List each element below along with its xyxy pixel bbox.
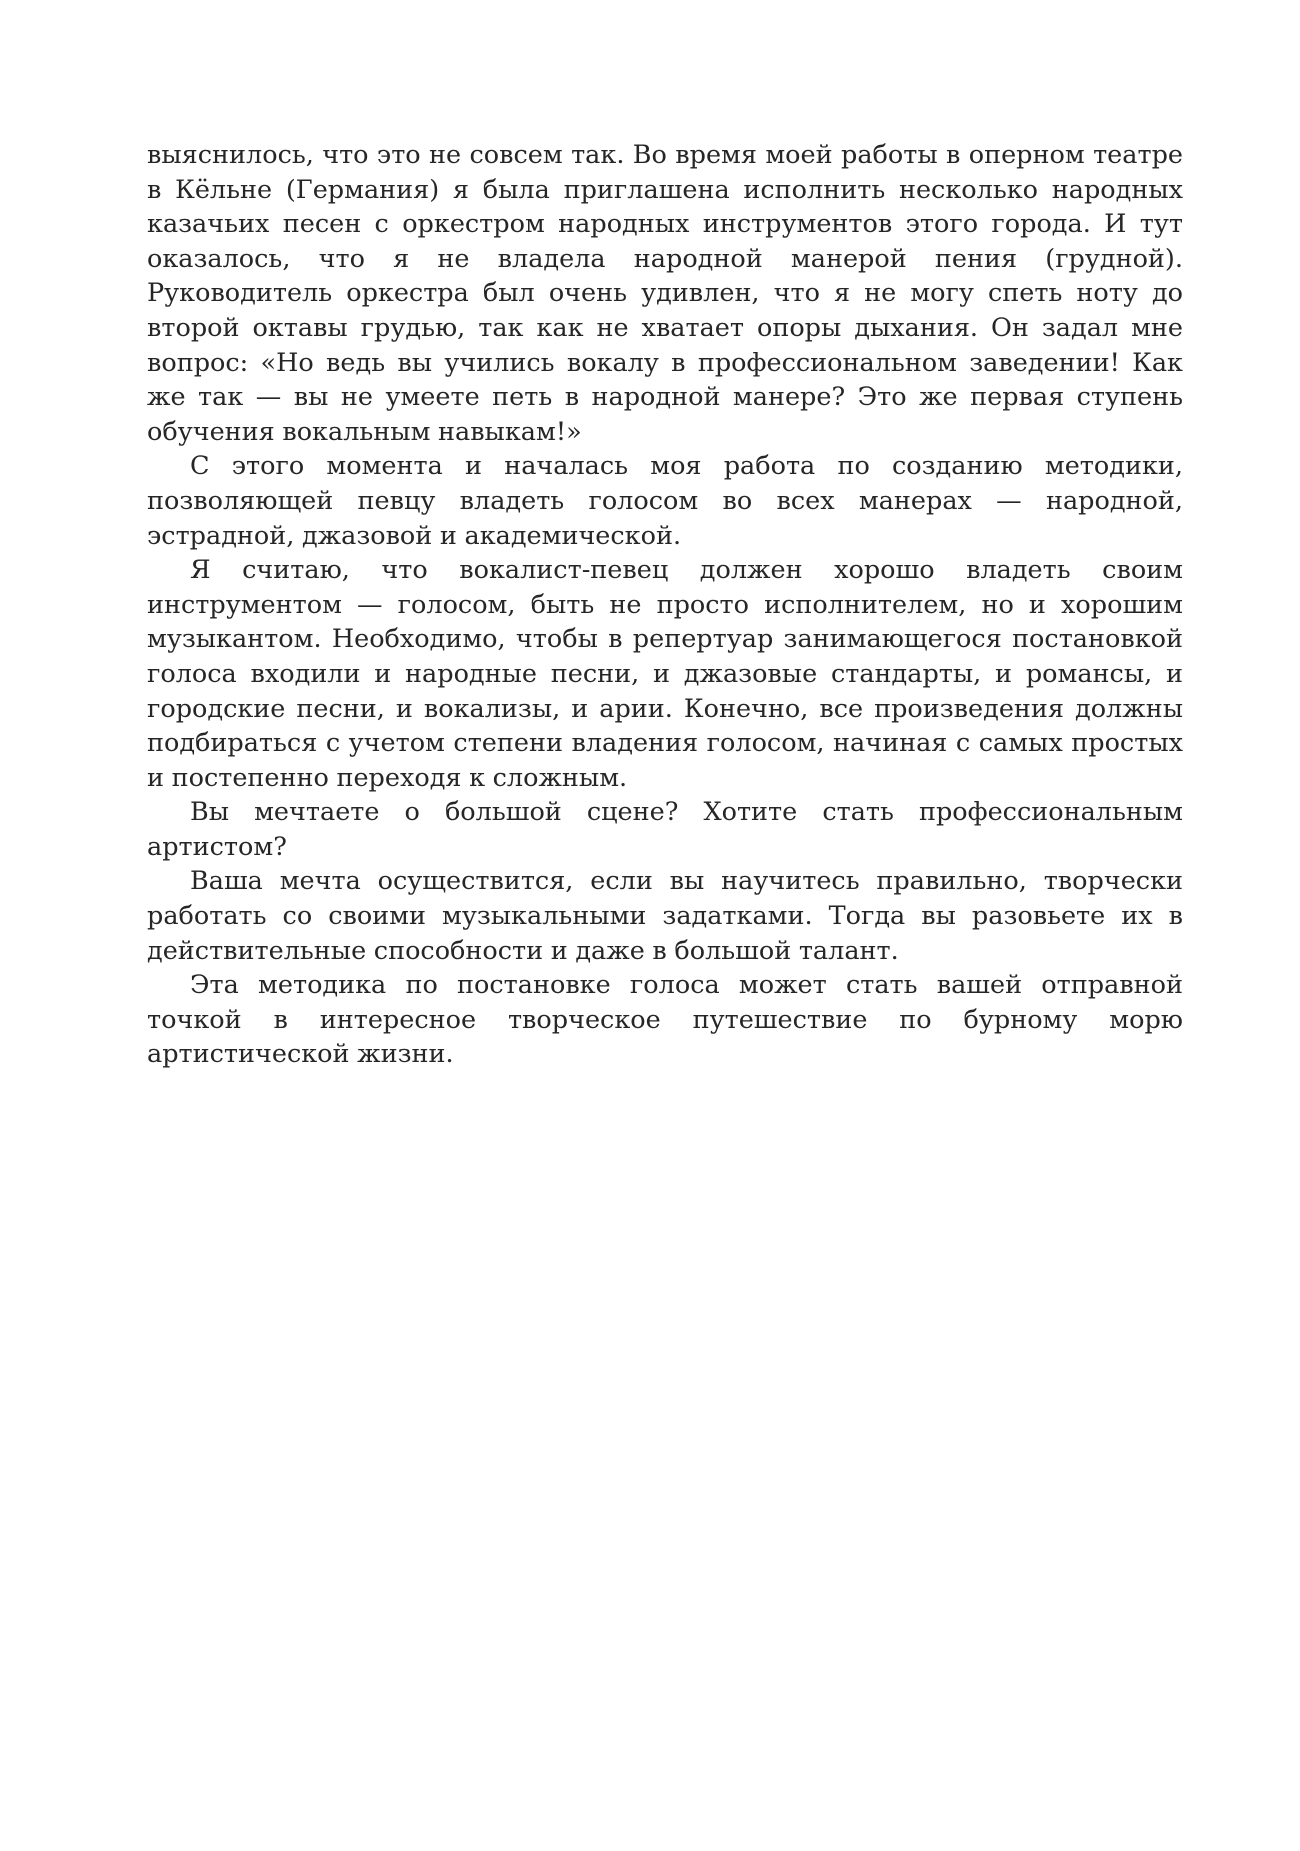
paragraph-4: Вы мечтаете о большой сцене? Хотите стать профессиональным артистом? (147, 797, 1183, 862)
paragraph-6: Эта методика по постановке голоса может стать вашей отправной точкой в интересное творческое путешествие по бурному морю артистической жизни. (147, 970, 1183, 1070)
paragraph-2: С этого момента и началась моя работа по созданию методики, позволяющей певцу владеть голосом во всех манерах — народной, эстрадной, джазовой и академической. (147, 451, 1183, 551)
paragraph-3: Я считаю, что вокалист-певец должен хорошо владеть своим инструментом — голосом, быть не просто исполнителем, но и хорошим музыкантом. Необходимо, чтобы в репертуар занимающегося постановкой голоса входили и народные песни, и джазовые стандарты, и романсы, и городские песни, и вокализы, и арии. Конечно, все произведения должны подбираться с учетом степени владения голосом, начиная с самых простых и постепенно переходя к сложным. (147, 555, 1183, 793)
paragraph-1: выяснилось, что это не совсем так. Во время моей работы в оперном театре в Кёльне (Германия) я была приглашена исполнить несколько народных казачьих песен с оркестром народных инструментов этого города. И тут оказалось, что я не владела народной манерой пения (грудной). Руководитель оркестра был очень удивлен, что я не могу спеть ноту до второй октавы грудью, так как не хватает опоры дыхания. Он задал мне вопрос: «Но ведь вы учились вокалу в профессиональном заведении! Как же так — вы не умеете петь в народной манере? Это же первая ступень обучения вокальным навыкам!» (147, 140, 1183, 447)
body-text (147, 138, 1183, 1072)
paragraph-5: Ваша мечта осуществится, если вы научитесь правильно, творчески работать со своими музыкальными задатками. Тогда вы разовьете их в действительные способности и даже в большой талант. (147, 866, 1183, 966)
